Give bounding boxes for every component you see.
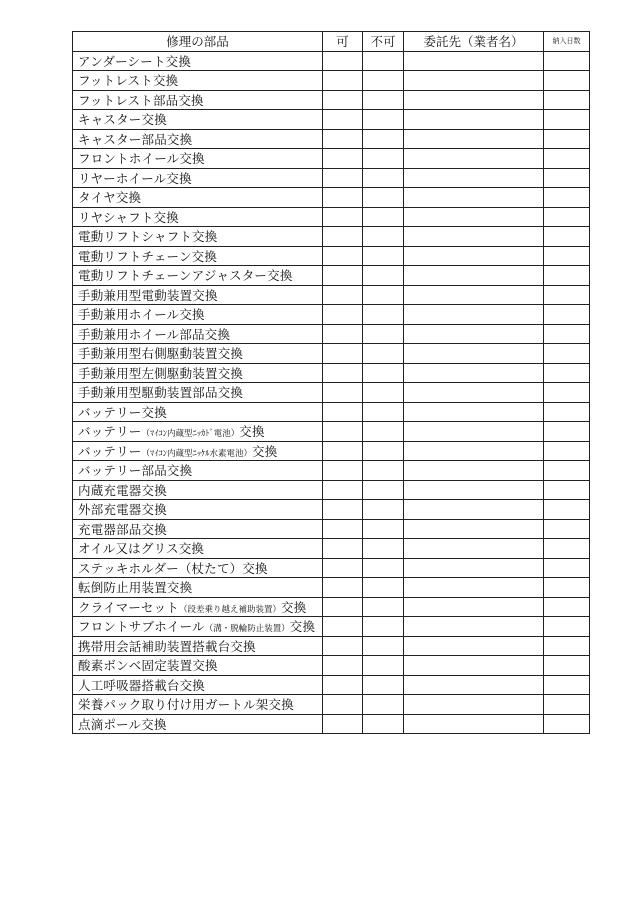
table-row <box>73 636 590 656</box>
part-name-cell <box>73 558 323 578</box>
vendor-cell[interactable] <box>404 539 544 559</box>
part-name-cell <box>73 110 323 130</box>
table-row <box>73 71 590 91</box>
part-name-cell <box>73 578 323 598</box>
part-name-note: （ﾏｲｺﾝ内蔵型ﾆｯｶﾄﾞ電池） <box>141 429 240 440</box>
vendor-cell[interactable] <box>404 383 544 403</box>
vendor-cell[interactable] <box>404 285 544 305</box>
part-name: キャスター交換 <box>78 112 167 128</box>
vendor-cell[interactable] <box>404 149 544 169</box>
delivery-days-cell[interactable] <box>544 675 590 695</box>
vendor-cell[interactable] <box>404 110 544 130</box>
part-name-cell <box>73 149 323 169</box>
vendor-cell[interactable] <box>404 480 544 500</box>
part-name: フロントホイール交換 <box>78 151 205 167</box>
ok-cell[interactable] <box>323 480 363 500</box>
vendor-cell[interactable] <box>404 461 544 481</box>
part-name: ステッキホルダー（杖たて）交換 <box>78 560 268 576</box>
part-name: 電動リフトチェーンアジャスター交換 <box>78 268 293 284</box>
ng-cell[interactable] <box>363 168 404 188</box>
ok-cell[interactable] <box>323 383 363 403</box>
part-name-cell <box>73 402 323 422</box>
table-row <box>73 695 590 715</box>
part-name-cell <box>73 363 323 383</box>
delivery-days-cell[interactable] <box>544 51 590 71</box>
part-name: クライマーセット <box>78 599 179 615</box>
ok-cell[interactable] <box>323 558 363 578</box>
table-row <box>73 617 590 637</box>
ng-cell[interactable] <box>363 714 404 734</box>
part-name: リヤーホイール交換 <box>78 170 192 186</box>
ok-cell[interactable] <box>323 363 363 383</box>
ng-cell[interactable] <box>363 461 404 481</box>
vendor-cell[interactable] <box>404 129 544 149</box>
part-name: キャスター部品交換 <box>78 131 193 147</box>
part-name: 内蔵充電器交換 <box>78 482 167 498</box>
ng-cell[interactable] <box>363 51 404 71</box>
vendor-cell[interactable] <box>404 441 544 461</box>
ng-cell[interactable] <box>363 324 404 344</box>
vendor-cell[interactable] <box>404 344 544 364</box>
ok-cell[interactable] <box>323 617 363 637</box>
table-row <box>73 246 590 266</box>
delivery-days-cell[interactable] <box>544 266 590 286</box>
ok-cell[interactable] <box>323 188 363 208</box>
part-name: 電動リフトシャフト交換 <box>78 229 218 245</box>
part-name-note: （溝・脱輪防止装置） <box>204 624 290 635</box>
part-name-cell <box>73 266 323 286</box>
ok-cell[interactable] <box>323 51 363 71</box>
delivery-days-cell[interactable] <box>544 383 590 403</box>
part-name: 手動兼用ホイール交換 <box>78 307 205 323</box>
table-row <box>73 305 590 325</box>
table-row <box>73 500 590 520</box>
part-name-cell <box>73 324 323 344</box>
table-row <box>73 480 590 500</box>
ok-cell[interactable] <box>323 207 363 227</box>
table-row <box>73 597 590 617</box>
ng-cell[interactable] <box>363 656 404 676</box>
part-name: 人工呼吸器搭載台交換 <box>78 677 206 693</box>
ok-cell[interactable] <box>323 656 363 676</box>
part-name-suffix: 交換 <box>289 619 316 635</box>
ng-cell[interactable] <box>363 344 404 364</box>
part-name: 手動兼用型右側駆動装置交換 <box>78 346 244 362</box>
part-name-cell <box>73 51 323 71</box>
vendor-cell[interactable] <box>404 227 544 247</box>
table-row <box>73 539 590 559</box>
header-ok: 可 <box>323 32 363 52</box>
part-name-cell <box>73 188 323 208</box>
vendor-cell[interactable] <box>404 363 544 383</box>
vendor-cell[interactable] <box>404 90 544 110</box>
ng-cell[interactable] <box>363 71 404 91</box>
table-row <box>73 90 590 110</box>
table-row <box>73 207 590 227</box>
part-name-cell <box>73 71 323 91</box>
repair-parts-table <box>72 31 590 734</box>
ng-cell[interactable] <box>363 129 404 149</box>
delivery-days-cell[interactable] <box>544 597 590 617</box>
table-body <box>73 51 590 734</box>
ok-cell[interactable] <box>323 227 363 247</box>
delivery-days-cell[interactable] <box>544 558 590 578</box>
ok-cell[interactable] <box>323 71 363 91</box>
part-name-cell <box>73 90 323 110</box>
part-name-cell <box>73 461 323 481</box>
table-row <box>73 188 590 208</box>
ng-cell[interactable] <box>363 110 404 130</box>
ok-cell[interactable] <box>323 110 363 130</box>
part-name: フットレスト部品交換 <box>78 92 204 108</box>
header-ng: 不可 <box>363 32 404 52</box>
part-name-cell <box>73 227 323 247</box>
ok-cell[interactable] <box>323 305 363 325</box>
table-row <box>73 578 590 598</box>
vendor-cell[interactable] <box>404 597 544 617</box>
ng-cell[interactable] <box>363 285 404 305</box>
delivery-days-cell[interactable] <box>544 188 590 208</box>
ok-cell[interactable] <box>323 636 363 656</box>
delivery-days-cell[interactable] <box>544 422 590 442</box>
part-name-cell <box>73 714 323 734</box>
table-row <box>73 441 590 461</box>
vendor-cell[interactable] <box>404 207 544 227</box>
delivery-days-cell[interactable] <box>544 500 590 520</box>
part-name: 手動兼用型左側駆動装置交換 <box>78 365 244 381</box>
part-name-cell <box>73 695 323 715</box>
delivery-days-cell[interactable] <box>544 402 590 422</box>
part-name: 電動リフトチェーン交換 <box>78 248 218 264</box>
ok-cell[interactable] <box>323 402 363 422</box>
part-name: アンダーシート交換 <box>78 53 192 69</box>
delivery-days-cell[interactable] <box>544 324 590 344</box>
header-delivery-days: 納入日数 <box>544 32 590 52</box>
part-name-cell <box>73 500 323 520</box>
ok-cell[interactable] <box>323 149 363 169</box>
ng-cell[interactable] <box>363 383 404 403</box>
delivery-days-cell[interactable] <box>544 714 590 734</box>
ok-cell[interactable] <box>323 461 363 481</box>
ng-cell[interactable] <box>363 480 404 500</box>
vendor-cell[interactable] <box>404 305 544 325</box>
vendor-cell[interactable] <box>404 71 544 91</box>
table-header-row <box>73 32 590 52</box>
part-name-cell <box>73 480 323 500</box>
ok-cell[interactable] <box>323 344 363 364</box>
table-row <box>73 675 590 695</box>
table-row <box>73 110 590 130</box>
delivery-days-cell[interactable] <box>544 207 590 227</box>
delivery-days-cell[interactable] <box>544 129 590 149</box>
table-row <box>73 168 590 188</box>
part-name: バッテリー <box>78 424 142 440</box>
part-name: 点滴ポール交換 <box>78 716 167 732</box>
ng-cell[interactable] <box>363 305 404 325</box>
part-name: フロントサブホイール <box>78 619 205 635</box>
ng-cell[interactable] <box>363 500 404 520</box>
ok-cell[interactable] <box>323 422 363 442</box>
table-row <box>73 422 590 442</box>
part-name: 酸素ボンベ固定装置交換 <box>78 658 218 674</box>
table-row <box>73 344 590 364</box>
part-name-cell <box>73 656 323 676</box>
part-name-cell <box>73 597 323 617</box>
delivery-days-cell[interactable] <box>544 227 590 247</box>
part-name-cell <box>73 636 323 656</box>
ok-cell[interactable] <box>323 695 363 715</box>
ok-cell[interactable] <box>323 246 363 266</box>
vendor-cell[interactable] <box>404 324 544 344</box>
part-name-cell <box>73 305 323 325</box>
delivery-days-cell[interactable] <box>544 90 590 110</box>
part-name-cell <box>73 675 323 695</box>
table-row <box>73 363 590 383</box>
vendor-cell[interactable] <box>404 168 544 188</box>
ok-cell[interactable] <box>323 266 363 286</box>
ng-cell[interactable] <box>363 363 404 383</box>
ng-cell[interactable] <box>363 597 404 617</box>
ok-cell[interactable] <box>323 129 363 149</box>
ng-cell[interactable] <box>363 90 404 110</box>
delivery-days-cell[interactable] <box>544 168 590 188</box>
ng-cell[interactable] <box>363 149 404 169</box>
ok-cell[interactable] <box>323 441 363 461</box>
part-name: 手動兼用型電動装置交換 <box>78 287 218 303</box>
table-row <box>73 461 590 481</box>
vendor-cell[interactable] <box>404 519 544 539</box>
ng-cell[interactable] <box>363 695 404 715</box>
table-row <box>73 324 590 344</box>
delivery-days-cell[interactable] <box>544 461 590 481</box>
part-name-cell <box>73 129 323 149</box>
ok-cell[interactable] <box>323 168 363 188</box>
delivery-days-cell[interactable] <box>544 305 590 325</box>
ok-cell[interactable] <box>323 90 363 110</box>
vendor-cell[interactable] <box>404 246 544 266</box>
part-name: 栄養パック取り付け用ガートル架交換 <box>78 697 294 713</box>
table-row <box>73 129 590 149</box>
part-name-suffix: 交換 <box>252 443 278 459</box>
part-name: リヤシャフト交換 <box>78 209 179 225</box>
delivery-days-cell[interactable] <box>544 344 590 364</box>
part-name: オイル又はグリス交換 <box>78 541 205 557</box>
ok-cell[interactable] <box>323 285 363 305</box>
part-name: タイヤ交換 <box>78 190 142 206</box>
ng-cell[interactable] <box>363 246 404 266</box>
ng-cell[interactable] <box>363 675 404 695</box>
delivery-days-cell[interactable] <box>544 695 590 715</box>
ok-cell[interactable] <box>323 675 363 695</box>
table-row <box>73 149 590 169</box>
vendor-cell[interactable] <box>404 714 544 734</box>
part-name-cell <box>73 285 323 305</box>
ok-cell[interactable] <box>323 324 363 344</box>
ok-cell[interactable] <box>323 597 363 617</box>
ng-cell[interactable] <box>363 227 404 247</box>
vendor-cell[interactable] <box>404 51 544 71</box>
part-name-cell <box>73 168 323 188</box>
part-name-cell <box>73 441 323 461</box>
ng-cell[interactable] <box>363 636 404 656</box>
vendor-cell[interactable] <box>404 617 544 637</box>
header-vendor: 委託先（業者名） <box>404 32 544 52</box>
part-name: 手動兼用型駆動装置部品交換 <box>78 385 244 401</box>
part-name: 外部充電器交換 <box>78 502 167 518</box>
part-name: 手動兼用ホイール部品交換 <box>78 326 231 342</box>
delivery-days-cell[interactable] <box>544 519 590 539</box>
ng-cell[interactable] <box>363 578 404 598</box>
table-row <box>73 558 590 578</box>
table-row <box>73 714 590 734</box>
part-name: バッテリー部品交換 <box>78 463 193 479</box>
part-name-suffix: 交換 <box>281 599 307 615</box>
vendor-cell[interactable] <box>404 578 544 598</box>
vendor-cell[interactable] <box>404 402 544 422</box>
table-row <box>73 285 590 305</box>
part-name-note: （段差乗り越え補助装置） <box>178 604 281 615</box>
part-name-cell <box>73 539 323 559</box>
vendor-cell[interactable] <box>404 266 544 286</box>
delivery-days-cell[interactable] <box>544 617 590 637</box>
ng-cell[interactable] <box>363 519 404 539</box>
delivery-days-cell[interactable] <box>544 480 590 500</box>
table-row <box>73 402 590 422</box>
ok-cell[interactable] <box>323 519 363 539</box>
part-name: バッテリー交換 <box>78 404 167 420</box>
part-name-cell <box>73 617 323 637</box>
part-name: フットレスト交換 <box>78 73 179 89</box>
part-name-cell <box>73 383 323 403</box>
part-name: 携帯用会話補助装置搭載台交換 <box>78 638 256 654</box>
table-row <box>73 51 590 71</box>
part-name-cell <box>73 207 323 227</box>
ng-cell[interactable] <box>363 558 404 578</box>
part-name: 充電器部品交換 <box>78 521 167 537</box>
part-name-suffix: 交換 <box>239 424 265 440</box>
part-name-cell <box>73 246 323 266</box>
delivery-days-cell[interactable] <box>544 110 590 130</box>
part-name-note: （ﾏｲｺﾝ内蔵型ﾆｯｹﾙ水素電池） <box>141 448 253 459</box>
ng-cell[interactable] <box>363 207 404 227</box>
ok-cell[interactable] <box>323 500 363 520</box>
delivery-days-cell[interactable] <box>544 441 590 461</box>
ok-cell[interactable] <box>323 539 363 559</box>
ng-cell[interactable] <box>363 188 404 208</box>
delivery-days-cell[interactable] <box>544 636 590 656</box>
part-name: 転倒防止用装置交換 <box>78 580 193 596</box>
table-row <box>73 266 590 286</box>
header-part: 修理の部品 <box>73 32 323 52</box>
delivery-days-cell[interactable] <box>544 363 590 383</box>
delivery-days-cell[interactable] <box>544 285 590 305</box>
ng-cell[interactable] <box>363 441 404 461</box>
part-name-cell <box>73 344 323 364</box>
vendor-cell[interactable] <box>404 675 544 695</box>
vendor-cell[interactable] <box>404 500 544 520</box>
table-row <box>73 383 590 403</box>
delivery-days-cell[interactable] <box>544 539 590 559</box>
repair-parts-sheet <box>72 31 590 734</box>
delivery-days-cell[interactable] <box>544 246 590 266</box>
vendor-cell[interactable] <box>404 636 544 656</box>
ng-cell[interactable] <box>363 402 404 422</box>
vendor-cell[interactable] <box>404 422 544 442</box>
vendor-cell[interactable] <box>404 695 544 715</box>
ok-cell[interactable] <box>323 578 363 598</box>
delivery-days-cell[interactable] <box>544 71 590 91</box>
part-name: バッテリー <box>78 443 142 459</box>
delivery-days-cell[interactable] <box>544 656 590 676</box>
vendor-cell[interactable] <box>404 558 544 578</box>
part-name-cell <box>73 519 323 539</box>
ng-cell[interactable] <box>363 422 404 442</box>
delivery-days-cell[interactable] <box>544 578 590 598</box>
ng-cell[interactable] <box>363 266 404 286</box>
delivery-days-cell[interactable] <box>544 149 590 169</box>
ng-cell[interactable] <box>363 539 404 559</box>
vendor-cell[interactable] <box>404 188 544 208</box>
vendor-cell[interactable] <box>404 656 544 676</box>
ng-cell[interactable] <box>363 617 404 637</box>
ok-cell[interactable] <box>323 714 363 734</box>
table-row <box>73 227 590 247</box>
table-row <box>73 656 590 676</box>
table-row <box>73 519 590 539</box>
part-name-cell <box>73 422 323 442</box>
